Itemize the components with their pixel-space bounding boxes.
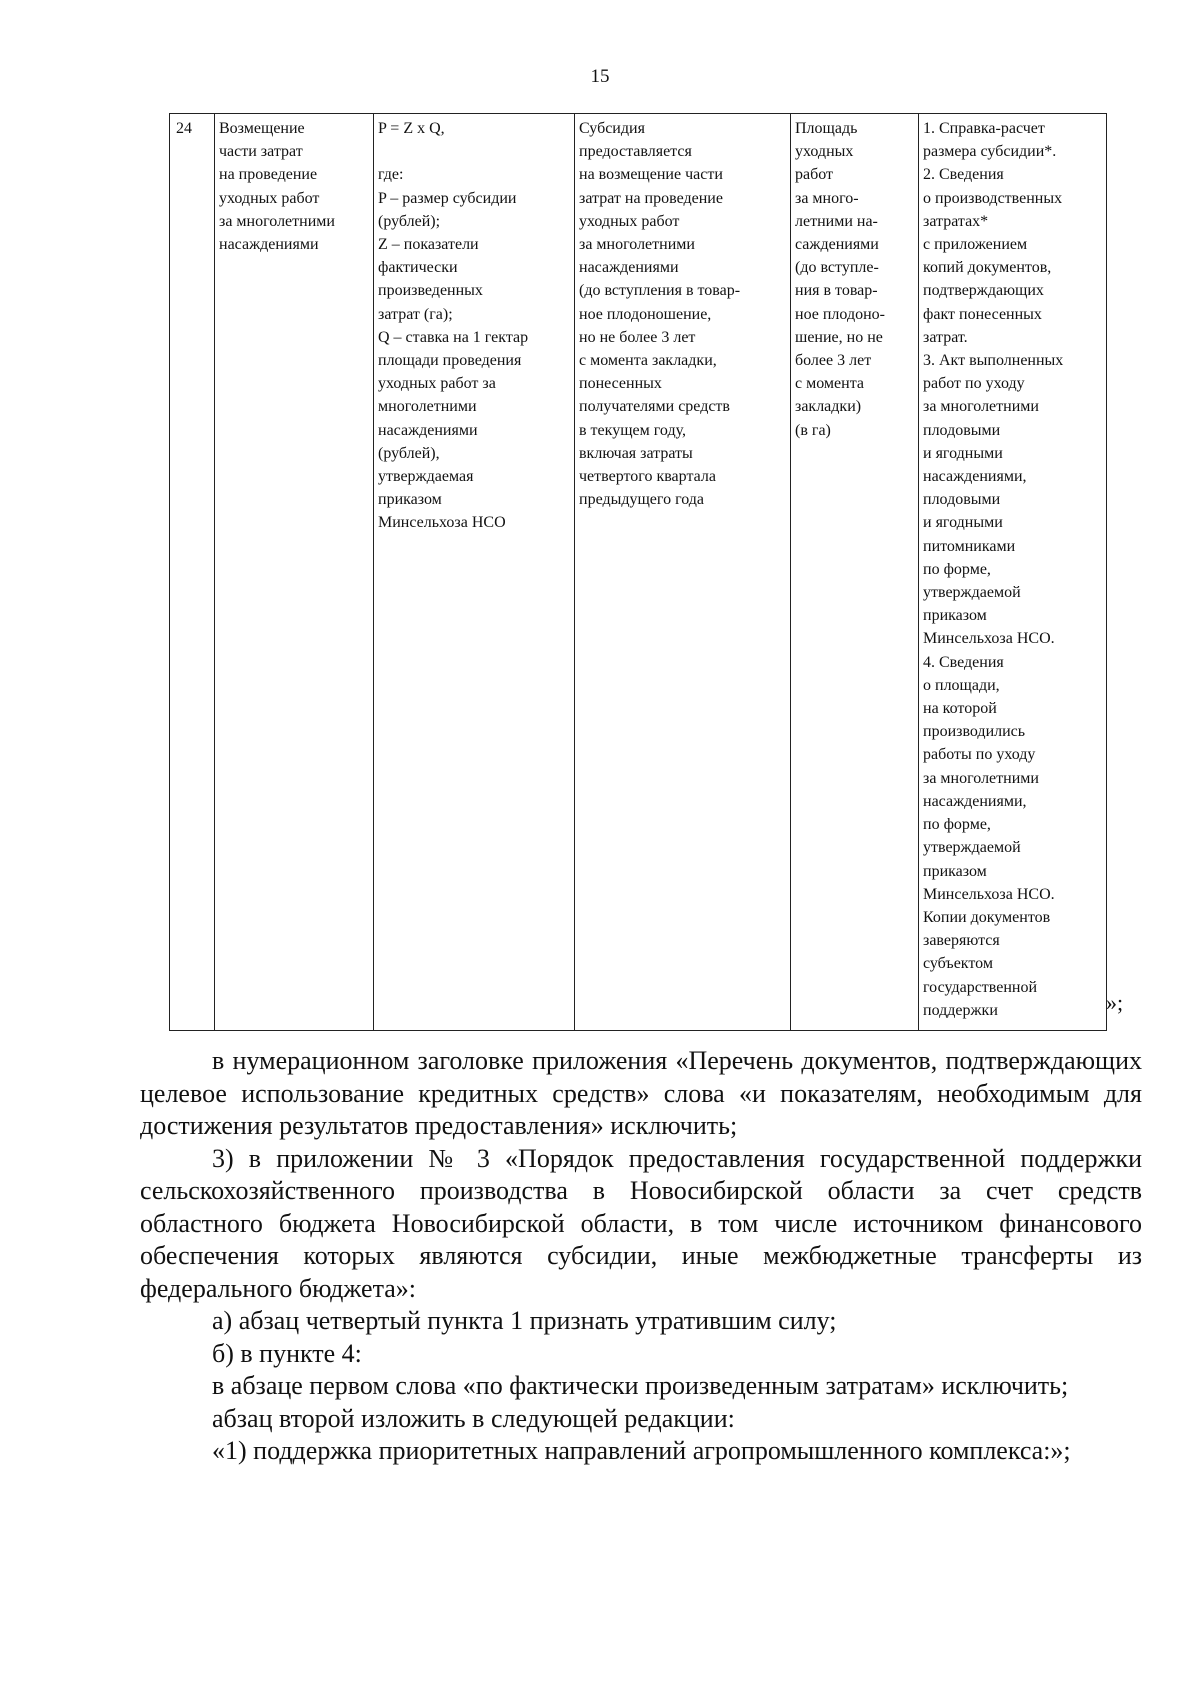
paragraph: в нумерационном заголовке приложения «Перечень документов, подтверждающих целевое использование кредитных средств» слова «и показателям, необходимым для достижения результатов предоставления» исключить; — [140, 1046, 1142, 1140]
paragraph: абзац второй изложить в следующей редакции: — [212, 1403, 735, 1433]
documents-cell: 1. Справка-расчет размера субсидии*. 2. Сведения о производственных затратах* с приложением копий документов, подтверждающих факт понесенных затрат. 3. Акт выполненных работ по уходу за многолетними плодовыми и ягодными насаждениями, плодовыми и ягодными питомниками по форме, утверждаемой приказом Минсельхоза НСО. 4. Сведения о площади, на которой производились работы по уходу за многолетними насаждениями, по форме, утверждаемой приказом Минсельхоза НСО. Копии документов заверяются субъектом государственной поддержки — [919, 114, 1107, 1031]
paragraph: а) абзац четвертый пункта 1 признать утратившим силу; — [212, 1306, 837, 1335]
indicator-cell: Площадь уходных работ за много- летними на- саждениями (до вступле- ния в товар- ное плодоно- шение, но не более 3 лет с момента закладки) (в га) — [791, 114, 919, 1031]
paragraph: в абзаце первом слова «по фактически произведенным затратам» исключить; — [212, 1371, 1069, 1400]
paragraph: 3) в приложении № 3 «Порядок предоставления государственной поддержки сельскохозяйственного производства в Новосибирской области за счет средств областного бюджета Новосибирской области, в том числе источником финансового обеспечения которых являются субсидии, иные межбюджетные трансферты из федерального бюджета»: — [140, 1143, 1142, 1303]
paragraph: б) в пункте 4: — [212, 1338, 362, 1368]
formula-cell: P = Z x Q, где: P – размер субсидии (рублей); Z – показатели фактически произведенных затрат (га); Q – ставка на 1 гектар площади проведения уходных работ за многолетними насаждениями (рублей), утверждаемая приказом Минсельхоза НСО — [374, 114, 575, 1031]
table-row — [170, 114, 1107, 1031]
page-number: 15 — [590, 66, 610, 87]
body-text — [140, 1045, 1142, 1468]
paragraph: «1) поддержка приоритетных направлений агропромышленного комплекса:»; — [212, 1436, 1071, 1465]
condition-cell: Субсидия предоставляется на возмещение части затрат на проведение уходных работ за многолетними насаждениями (до вступления в товар- ное плодоношение, но не более 3 лет с момента закладки, понесенных получателями средств в текущем году, включая затраты четвертого квартала предыдущего года — [575, 114, 791, 1031]
subsidy-table — [169, 113, 1107, 1031]
row-number-cell: 24 — [170, 114, 215, 1031]
subsidy-name-cell: Возмещение части затрат на проведение уходных работ за многолетними насаждениями — [215, 114, 374, 1031]
closing-quote: »; — [1106, 990, 1124, 1015]
